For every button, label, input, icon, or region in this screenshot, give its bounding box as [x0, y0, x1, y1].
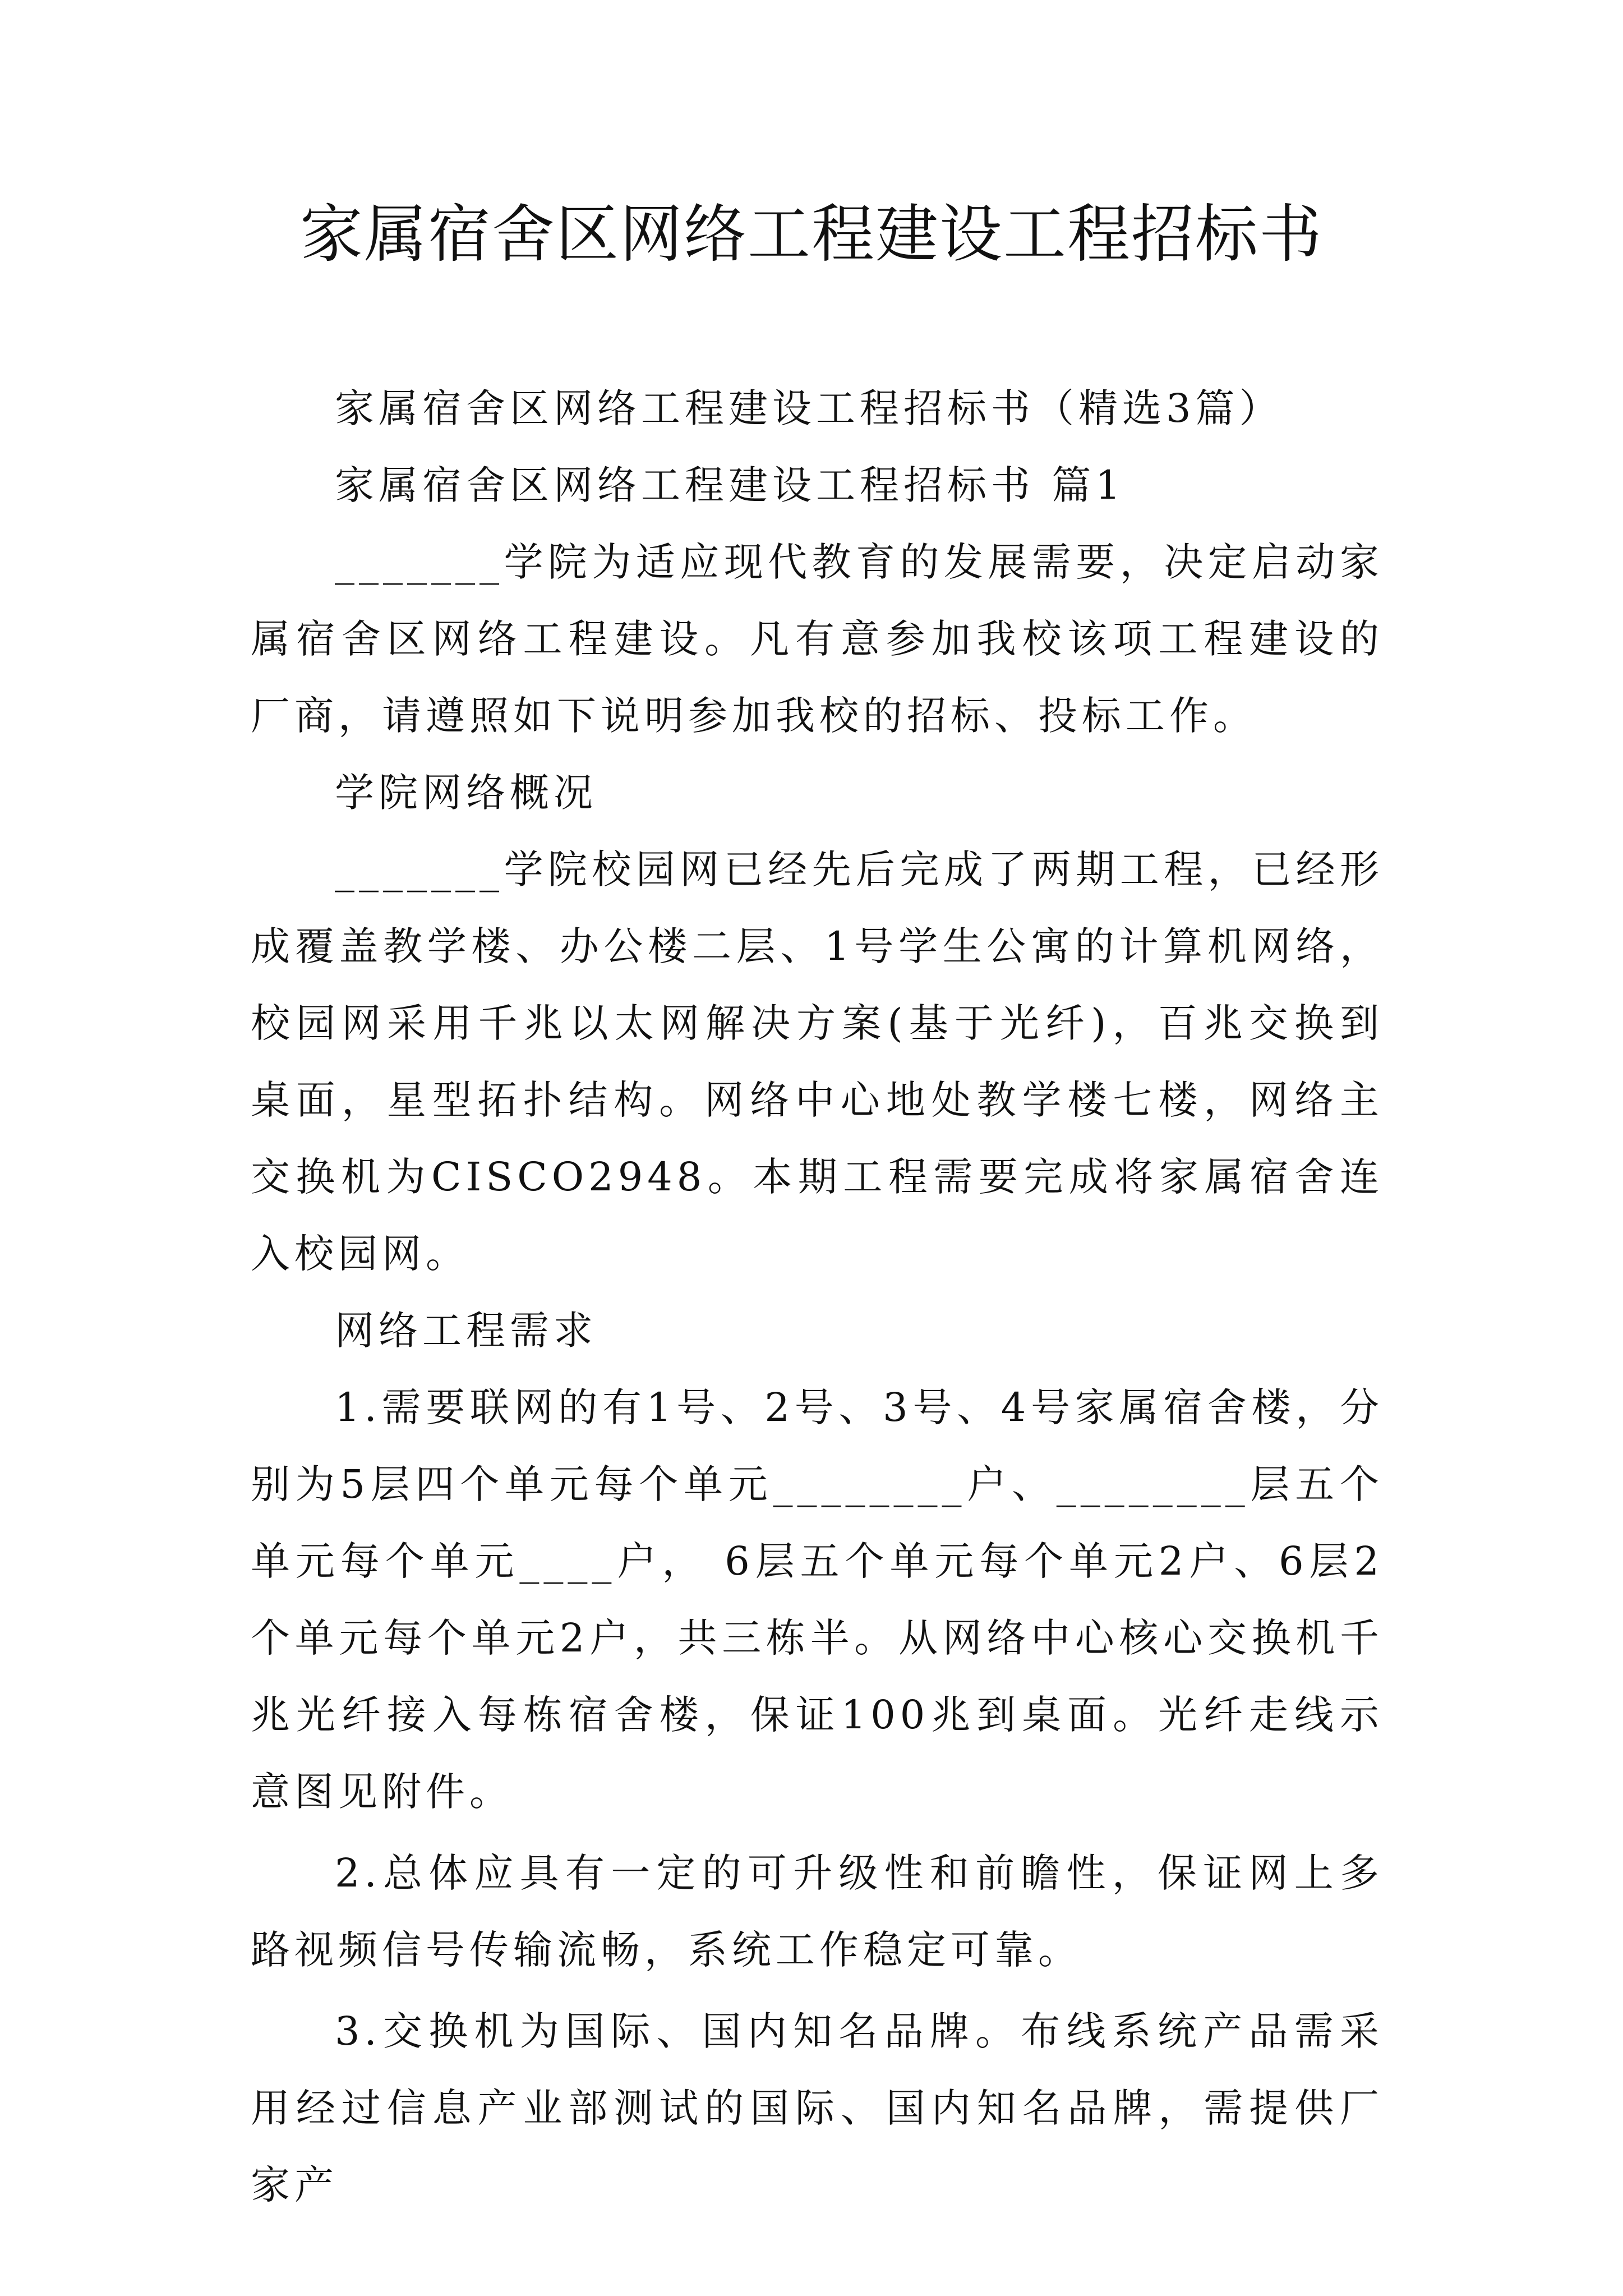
paragraph-heading-network-overview: 学院网络概况: [335, 770, 597, 816]
paragraph-intro: _______学院为适应现代教育的发展需要，决定启动家属宿舍区网络工程建设。凡有意参加我校该项工程建设的厂商，请遵照如下说明参加我校的招标、投标工作。: [251, 539, 1384, 739]
document-body: [251, 370, 1384, 2224]
paragraph-requirement-1: 1.需要联网的有1号、2号、3号、4号家属宿舍楼，分别为5层四个单元每个单元________户、________层五个单元每个单元____户， 6层五个单元每个单元2户、6层2个单元每个单元2户，共三栋半。从网络中心核心交换机千兆光纤接入每栋宿舍楼，保证100兆到桌面。光纤走线示意图见附件。: [251, 1384, 1384, 1815]
paragraph-network-overview: _______学院校园网已经先后完成了两期工程，已经形成覆盖教学楼、办公楼二层、1号学生公寓的计算机网络，校园网采用千兆以太网解决方案(基于光纤)，百兆交换到桌面，星型拓扑结构。网络中心地处教学楼七楼，网络主交换机为CISCO2948。本期工程需要完成将家属宿舍连入校园网。: [251, 846, 1384, 1277]
paragraph-requirement-2: 2.总体应具有一定的可升级性和前瞻性，保证网上多路视频信号传输流畅，系统工作稳定可靠。: [251, 1850, 1384, 1973]
paragraph-heading-requirements: 网络工程需求: [335, 1308, 597, 1354]
document-title: 家属宿舍区网络工程建设工程招标书: [300, 198, 1323, 271]
paragraph-requirement-3: 3.交换机为国际、国内知名品牌。布线系统产品需采用经过信息产业部测试的国际、国内知名品牌，需提供厂家产: [251, 2008, 1384, 2208]
paragraph-subtitle: 家属宿舍区网络工程建设工程招标书（精选3篇）: [335, 385, 1283, 431]
paragraph-section-heading: 家属宿舍区网络工程建设工程招标书 篇1: [335, 462, 1125, 508]
